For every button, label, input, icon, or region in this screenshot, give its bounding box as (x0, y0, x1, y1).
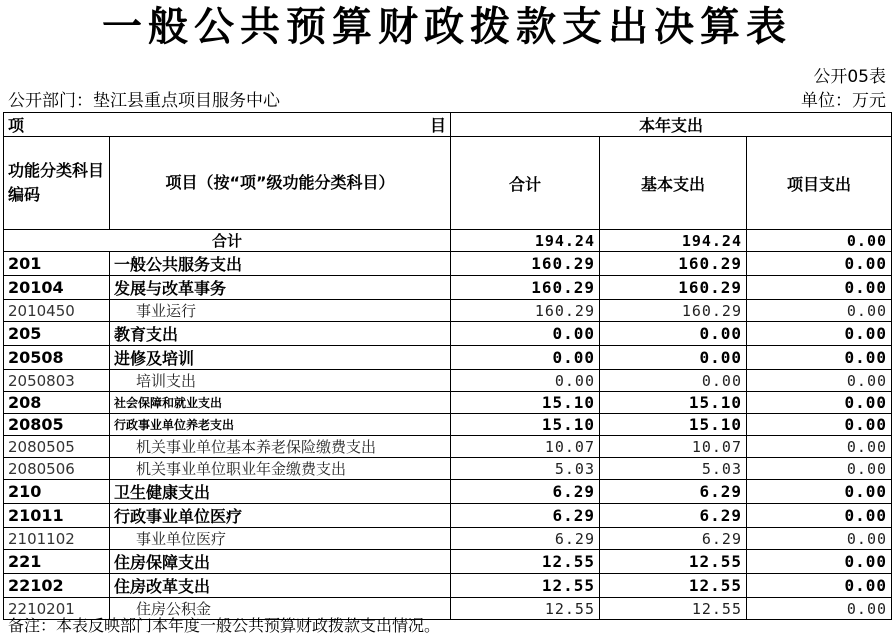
form-number: 公开05表 (813, 67, 886, 87)
cell-total: 0.00 (451, 346, 600, 370)
table-row (4, 370, 892, 392)
cell-total: 6.29 (451, 504, 600, 528)
cell-project: 0.00 (747, 414, 892, 436)
cell-basic: 160.29 (600, 252, 747, 276)
cell-code: 22102 (4, 574, 110, 598)
table-row (4, 550, 892, 574)
cell-basic: 12.55 (600, 598, 747, 620)
cell-code: 2210201 (4, 598, 110, 620)
cell-project: 0.00 (747, 392, 892, 414)
cell-basic: 12.55 (600, 550, 747, 574)
table-row (4, 322, 892, 346)
cell-basic: 194.24 (600, 230, 747, 252)
cell-code: 2080505 (4, 436, 110, 458)
cell-project: 0.00 (747, 300, 892, 322)
cell-total: 160.29 (451, 300, 600, 322)
cell-basic: 12.55 (600, 574, 747, 598)
cell-name: 进修及培训 (110, 346, 451, 370)
cell-total: 6.29 (451, 528, 600, 550)
cell-project: 0.00 (747, 504, 892, 528)
cell-code: 201 (4, 252, 110, 276)
cell-total: 10.07 (451, 436, 600, 458)
report-title: 一般公共预算财政拨款支出决算表 (102, 4, 792, 50)
cell-total: 160.29 (451, 276, 600, 300)
cell-project: 0.00 (747, 528, 892, 550)
cell-total: 194.24 (451, 230, 600, 252)
cell-name: 一般公共服务支出 (110, 252, 451, 276)
cell-code: 20805 (4, 414, 110, 436)
cell-total: 15.10 (451, 414, 600, 436)
header-project: 项目支出 (747, 137, 892, 230)
cell-basic: 6.29 (600, 480, 747, 504)
table-body (4, 230, 892, 620)
cell-name: 行政事业单位养老支出 (110, 414, 451, 436)
table-row (4, 252, 892, 276)
cell-name: 住房改革支出 (110, 574, 451, 598)
table-row (4, 276, 892, 300)
cell-basic: 0.00 (600, 346, 747, 370)
cell-code: 20104 (4, 276, 110, 300)
header-item (4, 113, 451, 137)
cell-basic: 5.03 (600, 458, 747, 480)
cell-basic: 0.00 (600, 322, 747, 346)
header-item-left: 项 (8, 116, 25, 135)
cell-total: 0.00 (451, 370, 600, 392)
cell-name: 培训支出 (110, 370, 451, 392)
cell-total-label: 合计 (4, 230, 451, 252)
cell-basic: 15.10 (600, 414, 747, 436)
cell-project: 0.00 (747, 480, 892, 504)
cell-name: 行政事业单位医疗 (110, 504, 451, 528)
footnote: 备注：本表反映部门本年度一般公共预算财政拨款支出情况。 (8, 616, 441, 635)
cell-total: 15.10 (451, 392, 600, 414)
header-row-1 (4, 113, 892, 137)
cell-code: 210 (4, 480, 110, 504)
cell-basic: 6.29 (600, 504, 747, 528)
cell-code: 21011 (4, 504, 110, 528)
header-basic: 基本支出 (600, 137, 747, 230)
cell-basic: 10.07 (600, 436, 747, 458)
table-row (4, 230, 892, 252)
department-label: 公开部门：垫江县重点项目服务中心 (8, 91, 280, 111)
header-item-right: 目 (429, 116, 446, 135)
cell-basic: 0.00 (600, 370, 747, 392)
cell-code: 2010450 (4, 300, 110, 322)
cell-project: 0.00 (747, 346, 892, 370)
cell-code: 2050803 (4, 370, 110, 392)
cell-total: 0.00 (451, 322, 600, 346)
table-row (4, 346, 892, 370)
unit-label: 单位：万元 (801, 91, 886, 111)
cell-project: 0.00 (747, 252, 892, 276)
cell-basic: 160.29 (600, 300, 747, 322)
table-row (4, 574, 892, 598)
cell-basic: 160.29 (600, 276, 747, 300)
header-row-2 (4, 137, 892, 230)
table-row (4, 436, 892, 458)
table-row (4, 504, 892, 528)
cell-code: 2080506 (4, 458, 110, 480)
table-row (4, 300, 892, 322)
table-row (4, 528, 892, 550)
cell-project: 0.00 (747, 370, 892, 392)
table-row (4, 392, 892, 414)
cell-name: 社会保障和就业支出 (110, 392, 451, 414)
cell-basic: 6.29 (600, 528, 747, 550)
cell-total: 160.29 (451, 252, 600, 276)
cell-total: 12.55 (451, 550, 600, 574)
cell-total: 12.55 (451, 598, 600, 620)
cell-name: 事业运行 (110, 300, 451, 322)
cell-project: 0.00 (747, 322, 892, 346)
expenditure-table (3, 112, 892, 620)
cell-code: 221 (4, 550, 110, 574)
cell-project: 0.00 (747, 436, 892, 458)
cell-name: 教育支出 (110, 322, 451, 346)
cell-project: 0.00 (747, 574, 892, 598)
cell-code: 205 (4, 322, 110, 346)
table-row (4, 458, 892, 480)
cell-project: 0.00 (747, 230, 892, 252)
cell-total: 5.03 (451, 458, 600, 480)
cell-project: 0.00 (747, 458, 892, 480)
cell-name: 住房保障支出 (110, 550, 451, 574)
cell-code: 208 (4, 392, 110, 414)
cell-basic: 15.10 (600, 392, 747, 414)
header-code: 功能分类科目编码 (4, 137, 110, 230)
cell-code: 20508 (4, 346, 110, 370)
cell-total: 12.55 (451, 574, 600, 598)
cell-name: 住房公积金 (110, 598, 451, 620)
header-name: 项目（按“项”级功能分类科目） (110, 137, 451, 230)
cell-name: 卫生健康支出 (110, 480, 451, 504)
cell-name: 发展与改革事务 (110, 276, 451, 300)
cell-name: 机关事业单位基本养老保险缴费支出 (110, 436, 451, 458)
table-row (4, 414, 892, 436)
cell-name: 机关事业单位职业年金缴费支出 (110, 458, 451, 480)
cell-project: 0.00 (747, 550, 892, 574)
header-current-year: 本年支出 (451, 113, 892, 137)
table-row (4, 480, 892, 504)
header-total: 合计 (451, 137, 600, 230)
cell-name: 事业单位医疗 (110, 528, 451, 550)
cell-code: 2101102 (4, 528, 110, 550)
cell-total: 6.29 (451, 480, 600, 504)
cell-project: 0.00 (747, 598, 892, 620)
cell-project: 0.00 (747, 276, 892, 300)
